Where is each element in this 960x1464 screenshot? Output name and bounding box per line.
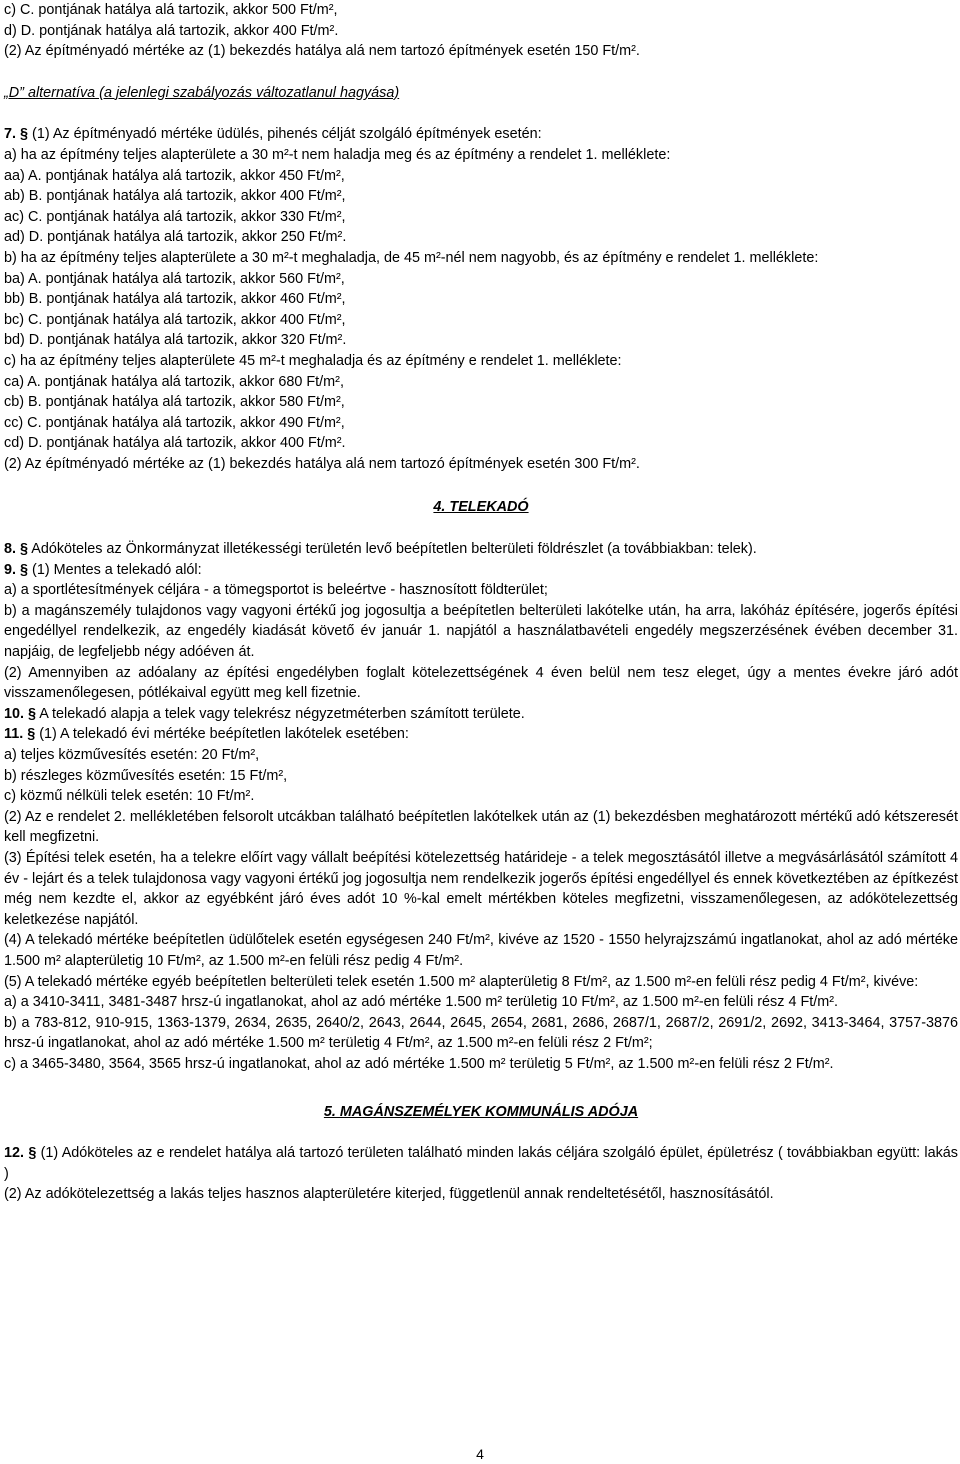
section-10 xyxy=(4,704,958,725)
section-number: 10. xyxy=(4,705,25,722)
section-sign: § xyxy=(20,541,29,558)
text-line: (2) Az építményadó mértéke az (1) bekezdés hatálya alá nem tartozó építmények esetén 300 Ft/m². xyxy=(4,455,640,472)
text-paragraph: (5) A telekadó mértéke egyéb beépítetlen belterületi telek esetén 1.500 m² alapterületig 8 Ft/m², az 1.500 m²-en felüli rész pedig 4 Ft/m², kivéve: xyxy=(4,973,919,990)
text-line: c) ha az építmény teljes alapterülete 45 m²-t meghaladja és az építmény e rendelet 1. melléklete: xyxy=(4,352,622,369)
section-7-intro xyxy=(4,124,958,145)
document-page xyxy=(4,0,958,1205)
list-item: b) részleges közművesítés esetén: 15 Ft/m², xyxy=(4,767,288,784)
section-text: (1) Mentes a telekadó alól: xyxy=(28,561,202,578)
list-item: a) teljes közművesítés esetén: 20 Ft/m², xyxy=(4,747,260,763)
section-number: 11. xyxy=(4,726,24,743)
list-item: ab) B. pontjának hatálya alá tartozik, akkor 400 Ft/m², xyxy=(4,188,346,205)
text-line: a) a sportlétesítmények céljára - a tömegsportot is beleértve - hasznosított földterület; xyxy=(4,582,548,599)
section-number: 7. xyxy=(4,126,17,143)
section-8 xyxy=(4,539,958,560)
text-paragraph: b) a magánszemély tulajdonos vagy vagyoni értékű jog jogosultja a beépítetlen belterületi lakótelke után, ha arra, lakóház építésére, jogerős építési engedéllyel rendelkezik, az engedély kiadását követő év január 1. napjától a használatbavételi engedély megszerzésének évében december 31. napjáig, de legfeljebb négy adóéven át. xyxy=(4,602,958,661)
list-item: c) közmű nélküli telek esetén: 10 Ft/m². xyxy=(4,788,255,805)
alternative-d-heading: „D” alternatíva (a jelenlegi szabályozás változatlanul hagyása) xyxy=(4,84,400,101)
section-text: Adóköteles az Önkormányzat illetékességi területén levő beépítetlen belterületi földrészlet (a továbbiakban: telek). xyxy=(28,541,757,558)
section-text: (1) A telekadó évi mértéke beépítetlen lakótelek esetében: xyxy=(35,726,409,743)
list-item: cc) C. pontjának hatálya alá tartozik, akkor 490 Ft/m², xyxy=(4,414,345,431)
section-sign: § xyxy=(28,705,37,722)
list-item: ad) D. pontjának hatálya alá tartozik, akkor 250 Ft/m². xyxy=(4,229,347,246)
section-text: (1) Az építményadó mértéke üdülés, pihenés célját szolgáló építmények esetén: xyxy=(28,126,542,143)
text-paragraph: b) a 783-812, 910-915, 1363-1379, 2634, 2635, 2640/2, 2643, 2644, 2645, 2654, 2681, 2686, 2687/1, 2687/2, 2691/2, 2692, 3413-3464, 3757-3876 hrsz-ú ingatlanokat, ahol az adó mértéke 1.500 m² területig 4 Ft/m², az 1.500 m²-en felüli rész 2 Ft/m²; xyxy=(4,1014,958,1052)
text-line: c) C. pontjának hatálya alá tartozik, akkor 500 Ft/m², xyxy=(4,2,338,18)
text-paragraph: (2) Az adókötelezettség a lakás teljes hasznos alapterületére kiterjed, függetlenül annak rendeltetésétől, hasznosításától. xyxy=(4,1186,774,1203)
list-item: aa) A. pontjának hatálya alá tartozik, akkor 450 Ft/m², xyxy=(4,167,345,184)
list-item: cb) B. pontjának hatálya alá tartozik, akkor 580 Ft/m², xyxy=(4,394,345,411)
section-sign: § xyxy=(20,126,29,143)
section-heading-kommunalis-ado: 5. MAGÁNSZEMÉLYEK KOMMUNÁLIS ADÓJA xyxy=(323,1103,639,1120)
text-paragraph: (2) Amennyiben az adóalany az építési engedélyben foglalt kötelezettségének 4 éven belül nem tesz eleget, úgy a mentes évekre járó adót visszamenőlegesen, pótlékaival együtt meg kell fizetnie. xyxy=(4,664,958,702)
section-sign: § xyxy=(28,1145,37,1162)
text-line: d) D. pontjának hatálya alá tartozik, akkor 400 Ft/m². xyxy=(4,22,339,39)
section-text: (1) Adóköteles az e rendelet hatálya alá tartozó területen található minden lakás céljára szolgáló épület, épületrész ( továbbiakban együtt: lakás ) xyxy=(4,1145,959,1182)
list-item: ac) C. pontjának hatálya alá tartozik, akkor 330 Ft/m², xyxy=(4,208,346,225)
section-number: 9. xyxy=(4,561,17,578)
list-item: cd) D. pontjának hatálya alá tartozik, akkor 400 Ft/m². xyxy=(4,435,346,452)
text-paragraph: (3) Építési telek esetén, ha a telekre előírt vagy vállalt beépítési kötelezettség határideje - a telek megosztásától illetve a megvásárlásától számított 4 év - lejárt és a telek tulajdonosa vagy vagyoni értékű jog jogosultja nem rendelkezik jogerős építési engedéllyel és ennek következtében az építkezést még nem kezdte el, akkor az egyébként járó éves adót 10 %-kal emelt mértékben köteles megfizetni, visszamenőlegesen, az adókötelezettség keletkezése napjától. xyxy=(4,849,958,928)
list-item: bd) D. pontjának hatálya alá tartozik, akkor 320 Ft/m². xyxy=(4,332,347,349)
text-paragraph: a) a 3410-3411, 3481-3487 hrsz-ú ingatlanokat, ahol az adó mértéke 1.500 m² területig 10 Ft/m², az 1.500 m²-en felüli rész 4 Ft/m². xyxy=(4,994,839,1011)
text-paragraph: b) ha az építmény teljes alapterülete a 30 m²-t meghaladja, de 45 m²-nél nem nagyobb, és az építmény e rendelet 1. melléklete: xyxy=(4,249,819,266)
section-11-intro xyxy=(4,724,958,745)
list-item: ca) A. pontjának hatálya alá tartozik, akkor 680 Ft/m², xyxy=(4,373,344,390)
page-number: 4 xyxy=(476,1446,484,1462)
section-number: 12. xyxy=(4,1145,25,1162)
text-paragraph: (4) A telekadó mértéke beépítetlen üdülőtelek esetén egységesen 240 Ft/m², kivéve az 1520 - 1550 helyrajzszámú ingatlanokat, ahol az adó mértéke 1.500 m² alapterületig 10 Ft/m², az 1.500 m²-en felüli rész pedig 4 Ft/m². xyxy=(4,932,958,969)
section-sign: § xyxy=(27,726,36,743)
list-item: ba) A. pontjának hatálya alá tartozik, akkor 560 Ft/m², xyxy=(4,270,345,287)
section-9-intro xyxy=(4,560,958,581)
section-12-p1 xyxy=(4,1143,958,1184)
text-line: a) ha az építmény teljes alapterülete a 30 m²-t nem haladja meg és az építmény a rendelet 1. melléklete: xyxy=(4,146,671,163)
section-text: A telekadó alapja a telek vagy telekrész négyzetméterben számított területe. xyxy=(36,705,525,722)
list-item: bb) B. pontjának hatálya alá tartozik, akkor 460 Ft/m², xyxy=(4,291,346,308)
section-sign: § xyxy=(20,561,29,578)
section-number: 8. xyxy=(4,541,17,558)
text-paragraph: c) a 3465-3480, 3564, 3565 hrsz-ú ingatlanokat, ahol az adó mértéke 1.500 m² területig 5 Ft/m², az 1.500 m²-en felüli rész 2 Ft/m². xyxy=(4,1055,834,1072)
list-item: bc) C. pontjának hatálya alá tartozik, akkor 400 Ft/m², xyxy=(4,311,346,328)
text-line: (2) Az építményadó mértéke az (1) bekezdés hatálya alá nem tartozó építmények esetén 150 Ft/m². xyxy=(4,43,640,60)
text-paragraph: (2) Az e rendelet 2. mellékletében felsorolt utcákban található beépítetlen lakótelkek után az (1) bekezdésben meghatározott mértékű adó kétszeresét kell megfizetni. xyxy=(4,808,958,846)
section-heading-telekado: 4. TELEKADÓ xyxy=(433,499,529,516)
